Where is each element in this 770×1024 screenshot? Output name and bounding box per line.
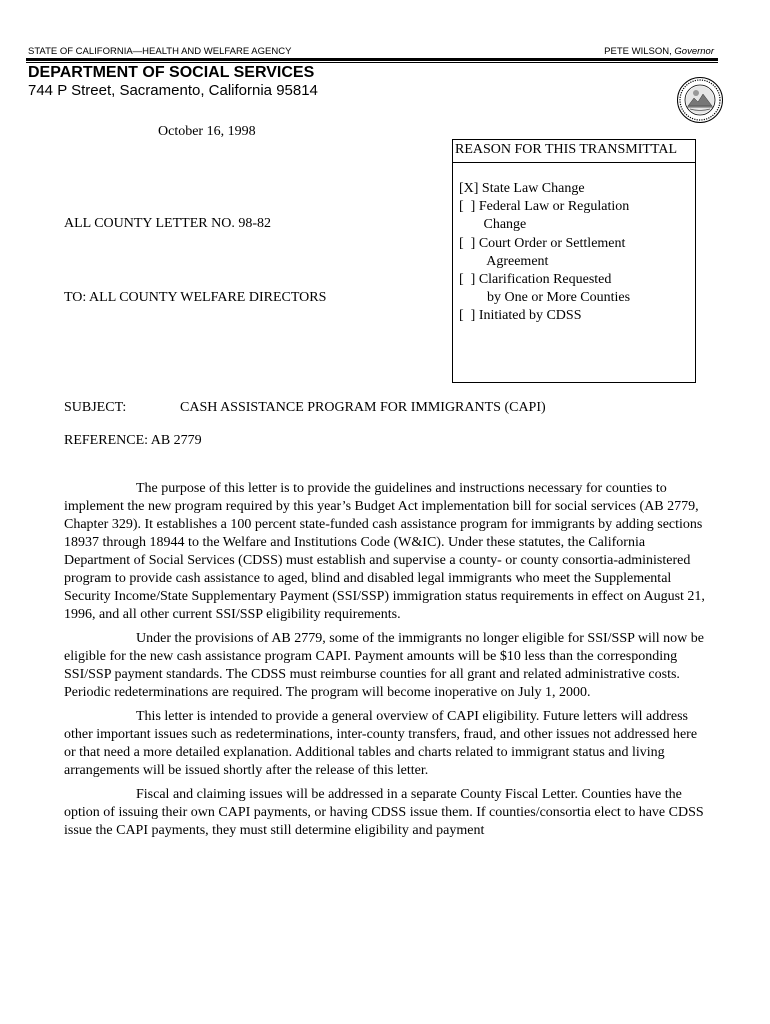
subject-label: SUBJECT: [64,400,127,415]
reason-list [459,180,630,326]
body-paragraph-purpose: The purpose of this letter is to provide the guidelines and instructions necessary for counties to implement the new program required by this year’s Budget Act implementation bill for social services (AB 2779, Chapter 329). It establishes a 100 percent state-funded cash assistance program for immigrants by adding sections 18937 through 18944 to the Welfare and Institutions Code (W&IC). Under these statutes, the California Department of Social Services (CDSS) must establish and supervise a county- or county consortia-administered program to provide cash assistance to aged, blind and disabled legal immigrants who meet the Supplemental Security Income/State Supplementary Payment (SSI/SSP) immigration status requirements in effect on August 21, 1996, and all other current SSI/SSP eligibility requirements. [64,481,705,622]
department-name: DEPARTMENT OF SOCIAL SERVICES [28,64,315,81]
letter-body [64,480,712,846]
addressee-line: TO: ALL COUNTY WELFARE DIRECTORS [64,290,327,305]
governor-title: Governor [674,46,714,57]
reason-item-cdss: [ ] Initiated by CDSS [459,308,582,324]
subject-text: CASH ASSISTANCE PROGRAM FOR IMMIGRANTS (CAPI) [180,400,546,415]
transmittal-box [452,139,696,383]
reason-item-state-law: [X] State Law Change [459,181,585,196]
letterhead-rule [26,58,718,61]
reference-line: REFERENCE: AB 2779 [64,433,202,448]
reason-item-federal-law: [ ] Federal Law or Regulation [459,199,630,215]
governor-name: PETE WILSON, [604,46,672,57]
state-seal-icon [676,76,724,124]
body-paragraph-provisions: Under the provisions of AB 2779, some of the immigrants no longer eligible for SSI/SSP will now be eligible for the new cash assistance program CAPI. Payment amounts will be $10 less than the corresponding SSI/SSP payment standards. The CDSS must reimburse counties for all grant and related administrative costs. Periodic redeterminations are required. The program will become inoperative on July 1, 2000. [64,631,704,700]
transmittal-title: REASON FOR THIS TRANSMITTAL [455,142,677,157]
transmittal-title-rule [453,162,695,163]
reason-item-court-order-cont: Agreement [459,253,549,269]
letter-number: ALL COUNTY LETTER NO. 98-82 [64,216,271,231]
body-paragraph-fiscal: Fiscal and claiming issues will be addressed in a separate County Fiscal Letter. Counties have the option of issuing their own CAPI payments, or having CDSS issue them. If counties/consortia elect to have CDSS issue the CAPI payments, they must still determine eligibility and payment [64,787,704,838]
letter-date: October 16, 1998 [158,124,256,139]
letterhead-rule-thin [26,62,718,63]
reason-item-clarification-cont: by One or More Counties [459,290,631,306]
body-paragraph-overview: This letter is intended to provide a general overview of CAPI eligibility. Future letters will address other important issues such as redeterminations, inter-county transfers, fraud, and other issues not addressed here or that need a more detailed explanation. Additional tables and charts related to immigrant status and living arrangements will be issued shortly after the release of this letter. [64,709,698,778]
governor-line [604,46,714,57]
reason-item-clarification: [ ] Clarification Requested [459,272,612,288]
agency-line: STATE OF CALIFORNIA—HEALTH AND WELFARE AGENCY [28,46,292,57]
reason-item-federal-law-cont: Change [459,217,527,233]
department-address: 744 P Street, Sacramento, California 95814 [28,82,318,99]
reason-item-court-order: [ ] Court Order or Settlement [459,235,626,251]
